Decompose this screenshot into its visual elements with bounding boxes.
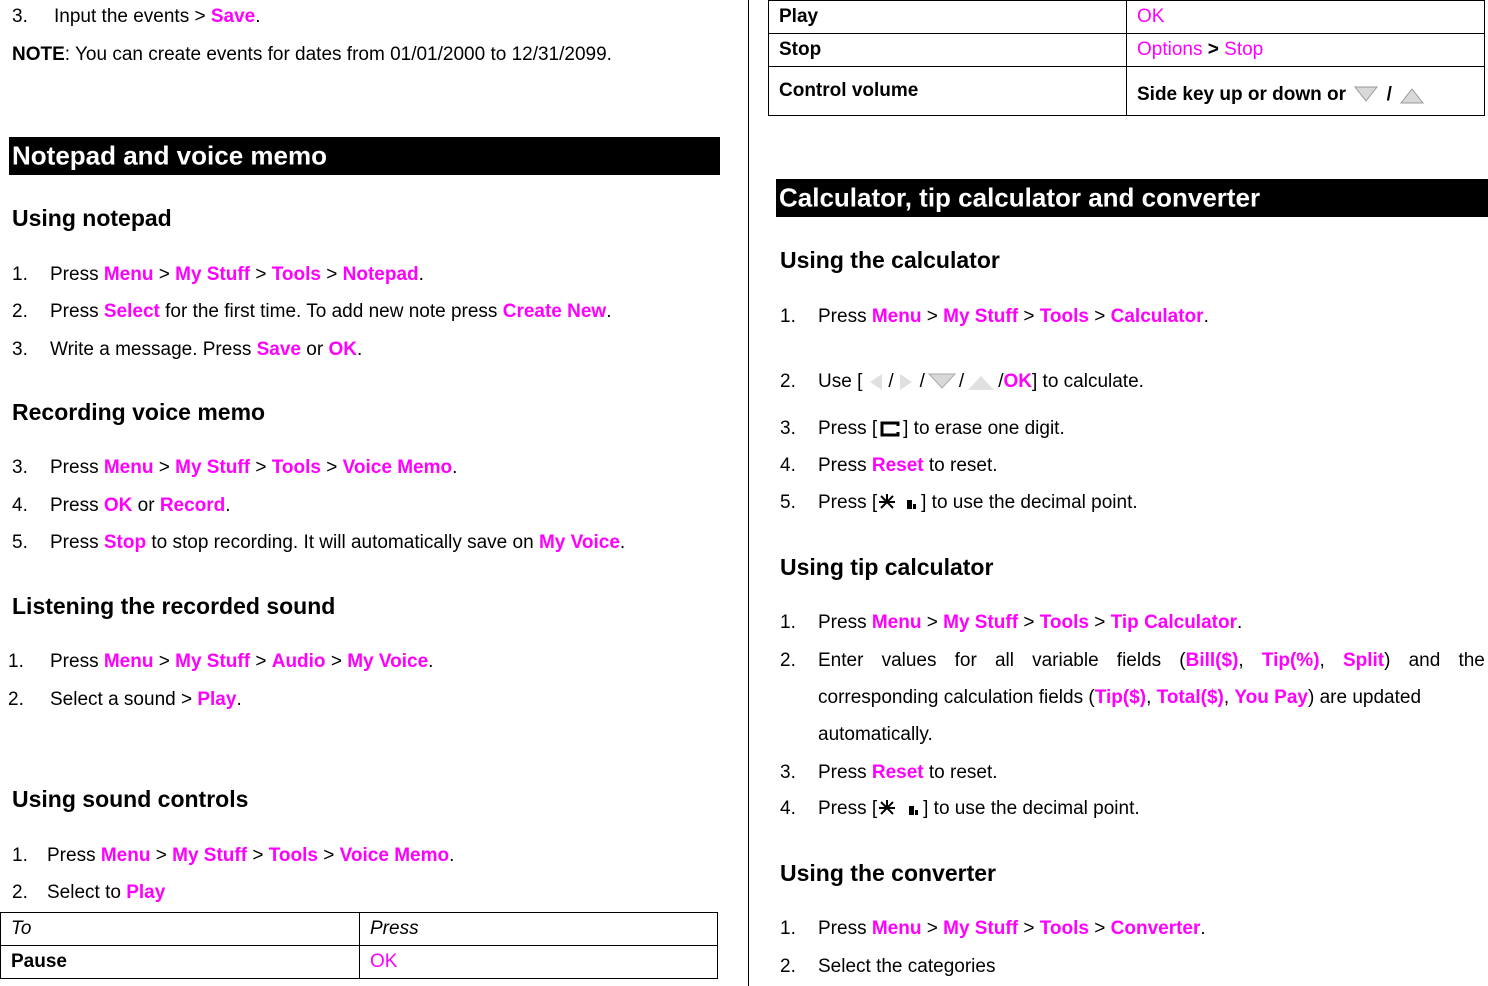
heading-using-calculator: Using the calculator (780, 247, 1000, 273)
list-item: 2. Use [ / / / /OK] to calculate. (780, 371, 1144, 393)
list-item: 4. Press Reset to reset. (780, 455, 998, 476)
volume-down-key-icon (1397, 81, 1427, 109)
table-cell: OK (360, 946, 718, 979)
heading-listening: Listening the recorded sound (12, 593, 336, 619)
list-item: 3. Press Reset to reset. (780, 762, 998, 783)
list-item: 4. Press [ ] to use the decimal point. (780, 798, 1140, 820)
list-item: 3. Press Menu > My Stuff > Tools > Voice Memo. (12, 457, 458, 478)
list-item: 2. Select to Play (12, 882, 166, 903)
section-title-notepad: Notepad and voice memo (9, 137, 720, 175)
heading-using-converter: Using the converter (780, 860, 996, 886)
sound-controls-table-left (0, 912, 718, 979)
tip-step2-line2: corresponding calculation fields (Tip($), Total($), You Pay) are updated (818, 687, 1422, 708)
table-cell: Side key up or down or / (1127, 67, 1485, 116)
star-key-icon (877, 492, 921, 514)
volume-up-key-icon (1351, 81, 1381, 109)
list-item: 1. Press Menu > My Stuff > Audio > My Voice. (8, 651, 434, 672)
table-cell: Control volume (769, 67, 1127, 116)
nav-down-key-icon (964, 370, 998, 394)
table-header-to: To (1, 913, 360, 946)
table-cell: Play (769, 1, 1127, 34)
table-cell: OK (1127, 1, 1485, 34)
heading-using-tip-calculator: Using tip calculator (780, 554, 994, 580)
list-item: 1. Press Menu > My Stuff > Tools > Converter. (780, 918, 1206, 939)
table-cell: Pause (1, 946, 360, 979)
list-item: 1. Press Menu > My Stuff > Tools > Notepad. (12, 264, 424, 285)
heading-sound-controls: Using sound controls (12, 786, 249, 812)
list-item: 5. Press [ ] to use the decimal point. (780, 492, 1138, 514)
nav-left-key-icon (862, 370, 888, 394)
table-row (769, 67, 1485, 116)
table-cell: Stop (769, 34, 1127, 67)
sound-controls-table-right (768, 0, 1485, 116)
list-item: 3. Press [ ] to erase one digit. (780, 418, 1065, 439)
nav-up-key-icon (925, 370, 959, 394)
star-key-icon (877, 798, 923, 820)
heading-recording: Recording voice memo (12, 399, 266, 425)
list-item: 3. Write a message. Press Save or OK. (12, 339, 363, 360)
table-row (769, 34, 1485, 67)
heading-using-notepad: Using notepad (12, 205, 172, 231)
table-row (1, 946, 718, 979)
clear-key-icon (877, 419, 903, 439)
table-row (769, 1, 1485, 34)
table-row (1, 913, 718, 946)
list-item: 2. Press Select for the first time. To add new note press Create New. (12, 301, 612, 322)
note: NOTE: You can create events for dates from 01/01/2000 to 12/31/2099. (12, 44, 612, 65)
list-item: 1. Press Menu > My Stuff > Tools > Calculator. (780, 306, 1209, 327)
list-item: 5. Press Stop to stop recording. It will automatically save on My Voice. (12, 532, 626, 553)
list-item: 2. Select a sound > Play. (8, 689, 242, 710)
column-divider (748, 0, 749, 986)
list-item: 1. Press Menu > My Stuff > Tools > Tip Calculator. (780, 612, 1243, 633)
intro-step: 3. Input the events > Save. (12, 6, 261, 27)
section-title-calculator: Calculator, tip calculator and converter (776, 179, 1488, 217)
list-item: 1. Press Menu > My Stuff > Tools > Voice Memo. (12, 845, 455, 866)
list-item: 4. Press OK or Record. (12, 495, 231, 516)
nav-right-key-icon (894, 370, 920, 394)
tip-step2-line3: automatically. (818, 724, 933, 745)
table-header-press: Press (360, 913, 718, 946)
list-item: 2. Select the categories (780, 956, 996, 977)
table-cell: Options > Stop (1127, 34, 1485, 67)
